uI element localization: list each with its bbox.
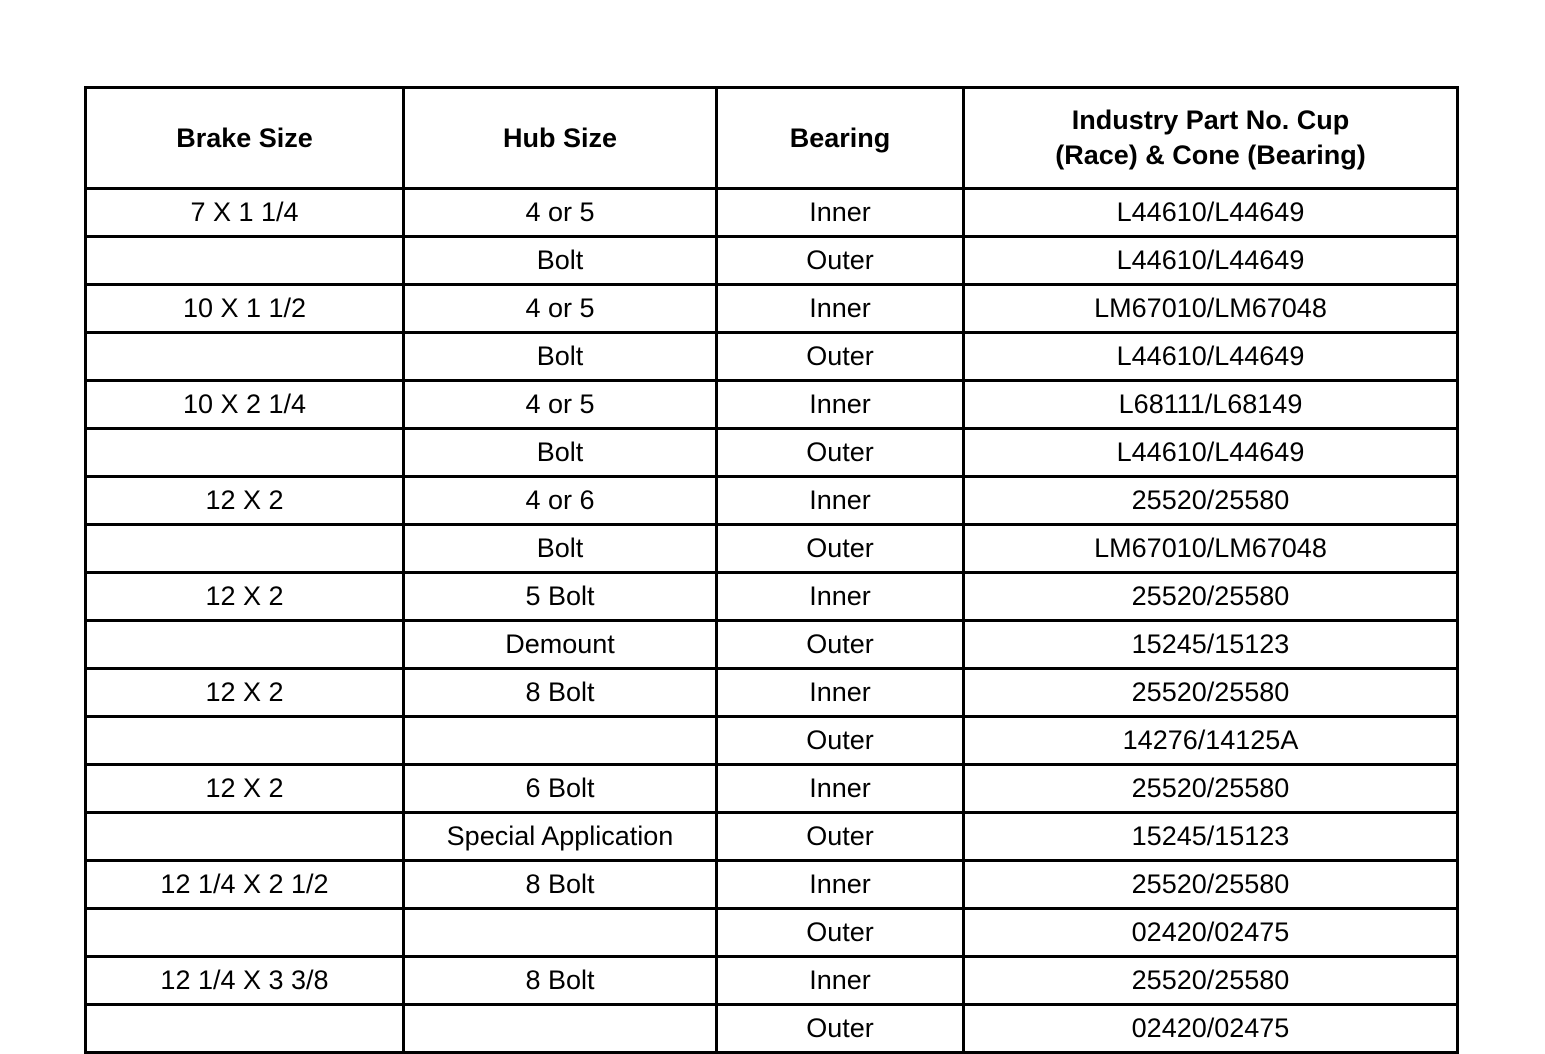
- cell-industry-part-no: 25520/25580: [964, 477, 1458, 525]
- cell-hub-size: Bolt: [404, 429, 717, 477]
- cell-bearing: Outer: [717, 237, 964, 285]
- cell-industry-part-no: L44610/L44649: [964, 333, 1458, 381]
- cell-brake-size: [86, 429, 404, 477]
- column-header-brake-size-line-1: Brake Size: [176, 122, 313, 153]
- cell-industry-part-no: 25520/25580: [964, 573, 1458, 621]
- cell-industry-part-no: L44610/L44649: [964, 237, 1458, 285]
- table-row: [86, 333, 1458, 381]
- table-row: [86, 621, 1458, 669]
- cell-brake-size: 12 X 2: [86, 765, 404, 813]
- cell-brake-size: [86, 1005, 404, 1053]
- cell-hub-size: 4 or 5: [404, 189, 717, 237]
- cell-hub-size: Demount: [404, 621, 717, 669]
- column-header-industry-part-no: [964, 88, 1458, 189]
- cell-hub-size: 4 or 5: [404, 381, 717, 429]
- cell-industry-part-no: LM67010/LM67048: [964, 525, 1458, 573]
- cell-industry-part-no: 02420/02475: [964, 1005, 1458, 1053]
- table-row: [86, 861, 1458, 909]
- cell-industry-part-no: 02420/02475: [964, 909, 1458, 957]
- column-header-brake-size: [86, 88, 404, 189]
- cell-hub-size: Special Application: [404, 813, 717, 861]
- cell-industry-part-no: 15245/15123: [964, 621, 1458, 669]
- cell-industry-part-no: 25520/25580: [964, 861, 1458, 909]
- cell-bearing: Inner: [717, 381, 964, 429]
- cell-bearing: Outer: [717, 717, 964, 765]
- cell-hub-size: [404, 717, 717, 765]
- cell-brake-size: 10 X 1 1/2: [86, 285, 404, 333]
- cell-bearing: Outer: [717, 813, 964, 861]
- table-row: [86, 237, 1458, 285]
- cell-bearing: Inner: [717, 861, 964, 909]
- table-row: [86, 669, 1458, 717]
- cell-bearing: Outer: [717, 909, 964, 957]
- table-row: [86, 909, 1458, 957]
- bearing-reference-table: [84, 86, 1459, 1054]
- cell-bearing: Inner: [717, 669, 964, 717]
- cell-hub-size: 4 or 6: [404, 477, 717, 525]
- cell-brake-size: 12 1/4 X 2 1/2: [86, 861, 404, 909]
- cell-hub-size: Bolt: [404, 525, 717, 573]
- cell-bearing: Inner: [717, 573, 964, 621]
- column-header-industry-part-no-line-1: Industry Part No. Cup: [1071, 104, 1350, 135]
- cell-brake-size: 10 X 2 1/4: [86, 381, 404, 429]
- cell-brake-size: [86, 237, 404, 285]
- cell-bearing: Outer: [717, 525, 964, 573]
- cell-industry-part-no: 25520/25580: [964, 765, 1458, 813]
- cell-bearing: Inner: [717, 765, 964, 813]
- cell-brake-size: 7 X 1 1/4: [86, 189, 404, 237]
- table-header: [86, 88, 1458, 189]
- column-header-bearing-line-1: Bearing: [789, 122, 891, 153]
- cell-hub-size: 4 or 5: [404, 285, 717, 333]
- cell-hub-size: Bolt: [404, 237, 717, 285]
- table-row: [86, 957, 1458, 1005]
- column-header-hub-size-line-1: Hub Size: [502, 122, 617, 153]
- cell-hub-size: 6 Bolt: [404, 765, 717, 813]
- table-row: [86, 429, 1458, 477]
- column-header-bearing: [717, 88, 964, 189]
- cell-bearing: Inner: [717, 285, 964, 333]
- cell-brake-size: [86, 621, 404, 669]
- cell-industry-part-no: 15245/15123: [964, 813, 1458, 861]
- cell-hub-size: 8 Bolt: [404, 861, 717, 909]
- cell-hub-size: 5 Bolt: [404, 573, 717, 621]
- cell-bearing: Outer: [717, 333, 964, 381]
- cell-brake-size: 12 X 2: [86, 477, 404, 525]
- table-row: [86, 717, 1458, 765]
- cell-brake-size: 12 1/4 X 3 3/8: [86, 957, 404, 1005]
- cell-industry-part-no: 25520/25580: [964, 669, 1458, 717]
- cell-brake-size: [86, 717, 404, 765]
- column-header-industry-part-no-line-2: (Race) & Cone (Bearing): [1055, 140, 1366, 170]
- cell-hub-size: [404, 909, 717, 957]
- cell-brake-size: [86, 525, 404, 573]
- cell-industry-part-no: L68111/L68149: [964, 381, 1458, 429]
- table-row: [86, 381, 1458, 429]
- cell-bearing: Inner: [717, 957, 964, 1005]
- table-row: [86, 573, 1458, 621]
- table-header-row: [86, 88, 1458, 189]
- table-row: [86, 477, 1458, 525]
- table-row: [86, 1005, 1458, 1053]
- cell-brake-size: [86, 333, 404, 381]
- cell-hub-size: 8 Bolt: [404, 669, 717, 717]
- table-row: [86, 285, 1458, 333]
- table-row: [86, 813, 1458, 861]
- cell-bearing: Inner: [717, 477, 964, 525]
- cell-brake-size: [86, 909, 404, 957]
- table-row: [86, 765, 1458, 813]
- cell-hub-size: Bolt: [404, 333, 717, 381]
- cell-brake-size: [86, 813, 404, 861]
- cell-industry-part-no: L44610/L44649: [964, 189, 1458, 237]
- cell-bearing: Outer: [717, 621, 964, 669]
- bearing-reference-table-wrapper: [84, 86, 1456, 1054]
- cell-brake-size: 12 X 2: [86, 669, 404, 717]
- cell-hub-size: [404, 1005, 717, 1053]
- cell-bearing: Inner: [717, 189, 964, 237]
- table-body: [86, 189, 1458, 1053]
- cell-industry-part-no: 14276/14125A: [964, 717, 1458, 765]
- column-header-hub-size: [404, 88, 717, 189]
- cell-industry-part-no: LM67010/LM67048: [964, 285, 1458, 333]
- cell-industry-part-no: L44610/L44649: [964, 429, 1458, 477]
- cell-industry-part-no: 25520/25580: [964, 957, 1458, 1005]
- cell-bearing: Outer: [717, 429, 964, 477]
- cell-brake-size: 12 X 2: [86, 573, 404, 621]
- table-row: [86, 189, 1458, 237]
- table-row: [86, 525, 1458, 573]
- cell-hub-size: 8 Bolt: [404, 957, 717, 1005]
- cell-bearing: Outer: [717, 1005, 964, 1053]
